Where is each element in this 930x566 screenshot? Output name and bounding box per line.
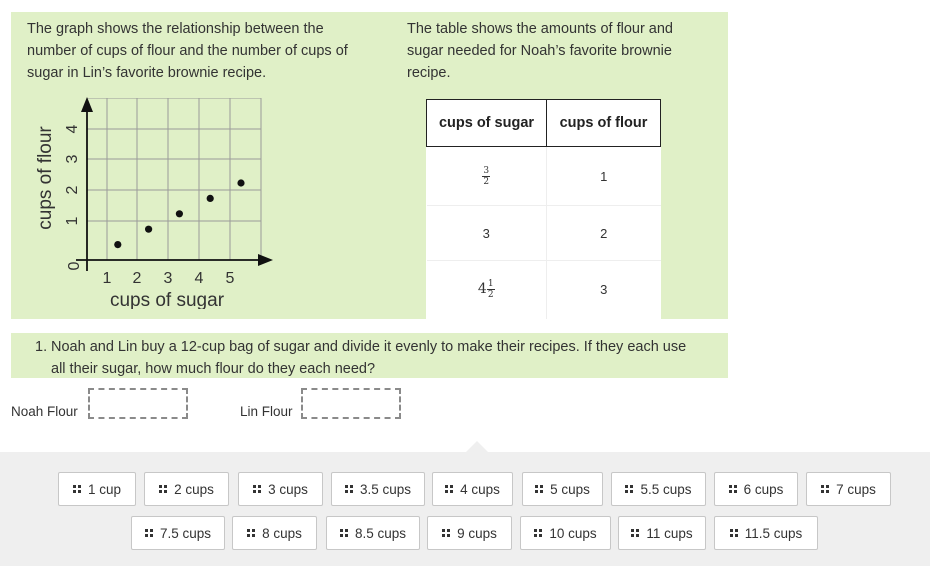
y-tick-label: 1 xyxy=(64,216,82,226)
choice-chip[interactable] xyxy=(58,472,136,506)
choice-label: 3 cups xyxy=(268,481,308,497)
question-panel xyxy=(11,333,728,378)
choice-chip[interactable] xyxy=(806,472,891,506)
fraction: $\frac{1}{2}$ xyxy=(487,279,494,301)
y-tick-label: 3 xyxy=(64,154,82,164)
table-row xyxy=(427,206,661,261)
drag-handle-icon xyxy=(534,529,542,537)
noah-flour-label: Noah Flour xyxy=(11,404,78,419)
graph-description: The graph shows the relationship between the number of cups of flour and the number of cups of sugar in Lin’s favorite brownie recipe. xyxy=(27,21,348,81)
data-point xyxy=(176,210,183,217)
choice-chip[interactable] xyxy=(432,472,513,506)
fraction: $\frac{3}{2}$ xyxy=(483,165,490,187)
x-tick-label: 2 xyxy=(132,270,142,287)
choice-chip[interactable] xyxy=(427,516,512,550)
y-tick-label: 4 xyxy=(64,124,82,134)
x-tick-label: 1 xyxy=(102,270,112,287)
data-point xyxy=(114,241,121,248)
x-axis-label: cups of sugar xyxy=(109,290,225,309)
x-tick-label: 3 xyxy=(163,270,173,287)
drag-handle-icon xyxy=(631,529,639,537)
flour-sugar-table xyxy=(426,99,661,319)
x-axis-arrow xyxy=(258,254,273,266)
drag-handle-icon xyxy=(729,485,737,493)
drag-handle-icon xyxy=(445,485,453,493)
table-row xyxy=(427,147,661,206)
choice-label: 5 cups xyxy=(550,481,590,497)
lin-flour-label: Lin Flour xyxy=(240,404,293,419)
drag-handle-icon xyxy=(345,485,353,493)
drag-handle-icon xyxy=(253,485,261,493)
problem-panel xyxy=(11,12,728,319)
x-tick-label: 4 xyxy=(194,270,204,287)
scatter-graph xyxy=(25,94,285,309)
data-point xyxy=(207,195,214,202)
choice-label: 4 cups xyxy=(460,481,500,497)
choice-label: 2 cups xyxy=(174,481,214,497)
table-header-row xyxy=(427,100,661,147)
choice-chip[interactable] xyxy=(331,472,425,506)
choice-chip[interactable] xyxy=(131,516,225,550)
y-tick-label: 2 xyxy=(64,185,82,195)
table-header: cups of flour xyxy=(547,100,661,147)
drag-handle-icon xyxy=(340,529,348,537)
choice-chip[interactable] xyxy=(714,472,798,506)
table-description: The table shows the amounts of flour and sugar needed for Noah’s favorite brownie recipe. xyxy=(407,21,673,81)
lin-flour-drop-zone[interactable] xyxy=(301,388,401,419)
data-point xyxy=(145,226,152,233)
table-cell-flour: 2 xyxy=(547,206,661,261)
choice-chip[interactable] xyxy=(522,472,603,506)
question-text: Noah and Lin buy a 12-cup bag of sugar and divide it evenly to make their recipes. If they each use all their sugar, how much flour do they each need? xyxy=(51,339,687,377)
choice-label: 9 cups xyxy=(457,525,497,541)
drag-handle-icon xyxy=(625,485,633,493)
origin-label: 0 xyxy=(66,261,84,271)
choice-chip[interactable] xyxy=(520,516,611,550)
noah-flour-drop-zone[interactable] xyxy=(88,388,188,419)
choice-label: 7 cups xyxy=(836,481,876,497)
drag-handle-icon xyxy=(73,485,81,493)
table-cell-sugar: 3 xyxy=(427,206,547,261)
drag-handle-icon xyxy=(442,529,450,537)
table-cell-flour: 3 xyxy=(547,261,661,319)
grid xyxy=(87,98,261,260)
choice-label: 8 cups xyxy=(262,525,302,541)
table-header: cups of sugar xyxy=(427,100,547,147)
table-cell-sugar xyxy=(427,261,547,319)
choice-chip[interactable] xyxy=(714,516,818,550)
table-row xyxy=(427,261,661,319)
drag-handle-icon xyxy=(535,485,543,493)
choice-label: 11.5 cups xyxy=(744,525,803,541)
table-cell-sugar xyxy=(427,147,547,206)
drag-handle-icon xyxy=(159,485,167,493)
choice-label: 5.5 cups xyxy=(640,481,692,497)
x-tick-label: 5 xyxy=(225,270,235,287)
choice-chip[interactable] xyxy=(611,472,706,506)
drag-handle-icon xyxy=(730,529,738,537)
data-point xyxy=(237,179,244,186)
y-axis-arrow xyxy=(81,97,93,112)
choice-chip[interactable] xyxy=(618,516,706,550)
choice-chip[interactable] xyxy=(326,516,420,550)
choice-chip[interactable] xyxy=(144,472,229,506)
drag-handle-icon xyxy=(145,529,153,537)
mixed-number-whole: 4 xyxy=(477,281,487,298)
y-axis-label: cups of flour xyxy=(35,126,57,230)
drag-handle-icon xyxy=(821,485,829,493)
choice-label: 10 cups xyxy=(549,525,597,541)
table-cell-flour: 1 xyxy=(547,147,661,206)
choice-chip[interactable] xyxy=(232,516,317,550)
choice-label: 8.5 cups xyxy=(354,525,407,541)
choice-label: 1 cup xyxy=(87,481,122,497)
drag-handle-icon xyxy=(247,529,255,537)
choice-label: 3.5 cups xyxy=(359,481,412,497)
choice-chip[interactable] xyxy=(238,472,323,506)
choice-label: 6 cups xyxy=(743,481,784,497)
bank-pointer xyxy=(466,441,488,452)
question-number: 1. xyxy=(35,339,48,355)
choice-label: 11 cups xyxy=(646,525,693,541)
choice-label: 7.5 cups xyxy=(159,525,212,541)
